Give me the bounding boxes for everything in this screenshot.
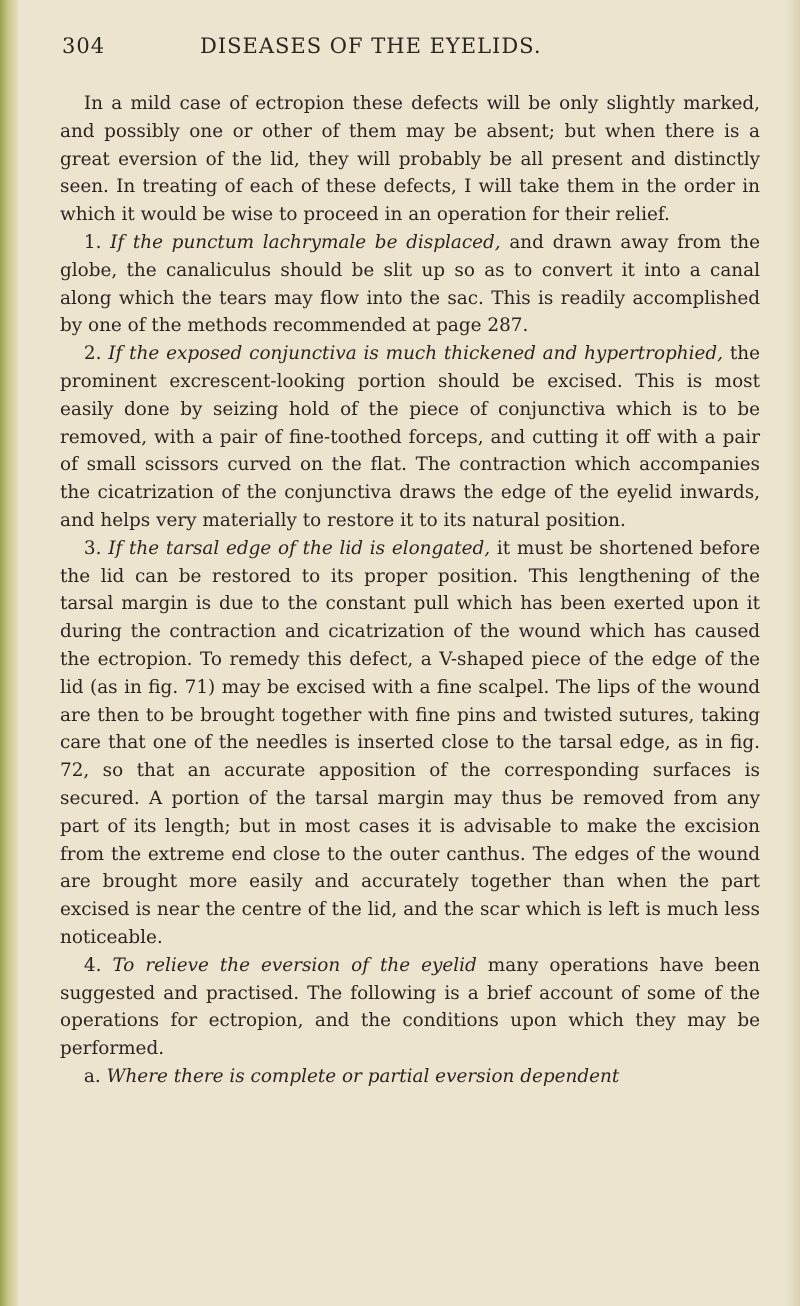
paragraph-body: many operations have been suggested and practised. The following is a brief account of some of the operations for ectropion, and the conditions upon which they may be performed. (60, 954, 760, 1060)
paragraph-lead: 4. (83, 954, 113, 976)
body-text (60, 90, 760, 1091)
paragraph-lead: 3. (83, 537, 109, 559)
paragraph-emphasis: If the punctum lachrymale be displaced, (110, 231, 501, 253)
paragraph-lead: 1. (83, 231, 111, 253)
page-right-edge (786, 0, 800, 1306)
paragraph-emphasis: If the exposed conjunctiva is much thickened and hypertrophied, (108, 343, 724, 365)
running-title: DISEASES OF THE EYELIDS. (200, 34, 542, 58)
book-binding-edge (0, 0, 18, 1306)
page-number: 304 (62, 34, 106, 58)
paragraph-lead: 2. (83, 343, 109, 365)
paragraph-emphasis: Where there is complete or partial eversion dependent (106, 1065, 620, 1087)
book-page (60, 30, 760, 1091)
paragraph-item-3 (60, 535, 760, 952)
paragraph-body: and drawn away from the globe, the canaliculus should be slit up so as to convert it into a canal along which the tears may flow into the sac. This is readily accomplished by one of the methods recommended at page 287. (60, 231, 760, 337)
paragraph-emphasis: To relieve the eversion of the eyelid (112, 954, 477, 976)
paragraph-body: the prominent excrescent-looking portion should be excised. This is most easily done by seizing hold of the piece of conjunctiva which is to be removed, with a pair of fine-toothed forceps, and cutting it off with a pair of small scissors curved on the flat. The contraction which accompanies the cicatrization of the conjunctiva draws the edge of the eyelid inwards, and helps very materially to restore it to its natural position. (60, 343, 760, 531)
paragraph-item-1 (60, 229, 760, 340)
paragraph-item-4 (60, 952, 760, 1063)
paragraph-item-2 (60, 340, 760, 535)
paragraph-lead: a. (83, 1065, 107, 1087)
paragraph-body: it must be shortened before the lid can be restored to its proper position. This lengthening of the tarsal margin is due to the constant pull which has been exerted upon it during the contraction and cicatrization of the wound which has caused the ectropion. To remedy this defect, a V-shaped piece of the edge of the lid (as in fig. 71) may be excised with a fine scalpel. The lips of the wound are then to be brought together with fine pins and twisted sutures, taking care that one of the needles is inserted close to the tarsal edge, as in fig. 72, so that an accurate apposition of the corresponding surfaces is secured. A portion of the tarsal margin may thus be removed from any part of its length; but in most cases it is advisable to make the excision from the extreme end close to the outer canthus. The edges of the wound are brought more easily and accurately together than when the part excised is near the centre of the lid, and the scar which is left is much less noticeable. (60, 537, 760, 948)
paragraph-emphasis: If the tarsal edge of the lid is elongated, (108, 537, 491, 559)
running-header (60, 30, 760, 70)
paragraph-body: In a mild case of ectropion these defects will be only slightly marked, and possibly one or other of them may be absent; but when there is a great eversion of the lid, they will probably be all present and distinctly seen. In treating of each of these defects, I will take them in the order in which it would be wise to proceed in an operation for their relief. (60, 93, 760, 226)
paragraph-item-4a (60, 1063, 760, 1091)
paragraph-intro (60, 90, 760, 229)
